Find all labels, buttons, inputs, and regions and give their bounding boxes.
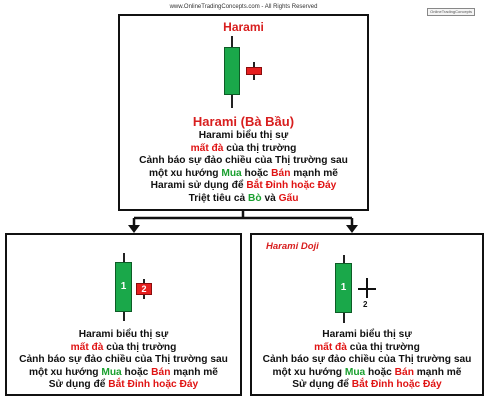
- description-fragment: Harami biểu thị sự: [198, 130, 289, 141]
- harami-panel: [118, 14, 369, 211]
- description-fragment: mất đà: [190, 142, 224, 154]
- panel-title: Harami Doji: [266, 241, 319, 252]
- description-fragment: một xu hướng: [29, 366, 102, 378]
- description-line: [252, 379, 482, 392]
- description-fragment: mất đà: [70, 341, 104, 353]
- arrow-left-head: [128, 225, 140, 233]
- description-line: [252, 342, 482, 355]
- description-fragment: Bán: [394, 366, 414, 378]
- description-fragment: mạnh mẽ: [170, 366, 218, 378]
- harami-doji-panel: [250, 233, 484, 396]
- description-fragment: của thị trường: [346, 341, 420, 353]
- description-line: [120, 193, 367, 206]
- description-fragment: và: [261, 192, 279, 204]
- description-line: [120, 155, 367, 168]
- description-fragment: Bắt Đỉnh hoặc Đáy: [108, 379, 199, 390]
- description-text: [120, 130, 367, 205]
- description-fragment: Mua: [101, 366, 122, 378]
- description-fragment: hoặc: [365, 366, 395, 378]
- description-fragment: Harami sử dụng để: [150, 180, 247, 191]
- candle-red-body: [246, 67, 262, 75]
- description-line: [252, 354, 482, 367]
- description-fragment: Gấu: [278, 192, 299, 204]
- harami-example-panel: [5, 233, 242, 396]
- description-line: [120, 130, 367, 143]
- description-line: [252, 367, 482, 380]
- description-fragment: Bán: [151, 366, 171, 378]
- description-fragment: Mua: [221, 167, 242, 179]
- description-fragment: Sử dụng để: [292, 379, 352, 390]
- description-fragment: Cảnh báo sự đảo chiều của Thị trường sau: [262, 354, 472, 365]
- description-line: [7, 367, 240, 380]
- site-badge: OnlineTradingConcepts: [427, 8, 475, 16]
- description-fragment: Bò: [248, 192, 262, 204]
- description-fragment: Cảnh báo sự đảo chiều của Thị trường sau: [19, 354, 228, 365]
- arrow-right-head: [346, 225, 358, 233]
- candle-label-1: 1: [120, 281, 127, 292]
- description-fragment: hoặc: [121, 366, 152, 378]
- description-fragment: Bắt Đỉnh hoặc Đáy: [351, 379, 442, 390]
- description-text: [7, 329, 240, 392]
- description-fragment: của thị trường: [103, 341, 177, 353]
- description-fragment: Bán: [271, 167, 291, 179]
- description-line: [252, 329, 482, 342]
- description-fragment: Sử dụng để: [48, 379, 109, 390]
- description-line: [7, 329, 240, 342]
- description-fragment: Bắt Đỉnh hoặc Đáy: [246, 180, 337, 191]
- candle-red-body: [136, 283, 152, 295]
- panel-subtitle: Harami (Bà Bầu): [192, 114, 295, 129]
- description-fragment: một xu hướng: [272, 366, 345, 378]
- description-line: [7, 379, 240, 392]
- candle-green-body: [335, 263, 352, 313]
- description-fragment: mạnh mẽ: [290, 167, 338, 179]
- description-fragment: Harami biểu thị sự: [322, 329, 412, 340]
- doji-label-2: 2: [363, 300, 368, 309]
- description-line: [120, 168, 367, 181]
- description-line: [7, 342, 240, 355]
- panel-title: Harami: [223, 20, 264, 34]
- description-line: [7, 354, 240, 367]
- description-fragment: một xu hướng: [149, 167, 222, 179]
- site-credit: www.OnlineTradingConcepts.com - All Rights Reserved: [169, 4, 318, 10]
- candle-green-body: [115, 262, 132, 312]
- description-fragment: Harami biểu thị sự: [78, 329, 169, 340]
- doji-body: [358, 288, 376, 290]
- description-fragment: mạnh mẽ: [413, 366, 462, 378]
- description-fragment: hoặc: [241, 167, 272, 179]
- description-fragment: của thị trường: [223, 142, 297, 154]
- description-fragment: Triệt tiêu cả: [188, 192, 249, 204]
- candle-label-1: 1: [340, 282, 347, 293]
- description-fragment: Cảnh báo sự đảo chiều của Thị trường sau: [139, 155, 348, 166]
- description-line: [120, 143, 367, 156]
- description-fragment: Mua: [344, 366, 366, 378]
- description-fragment: mất đà: [314, 341, 347, 353]
- candle-label-2: 2: [141, 284, 147, 294]
- candle-green-body: [224, 47, 240, 95]
- description-line: [120, 180, 367, 193]
- description-text: [252, 329, 482, 392]
